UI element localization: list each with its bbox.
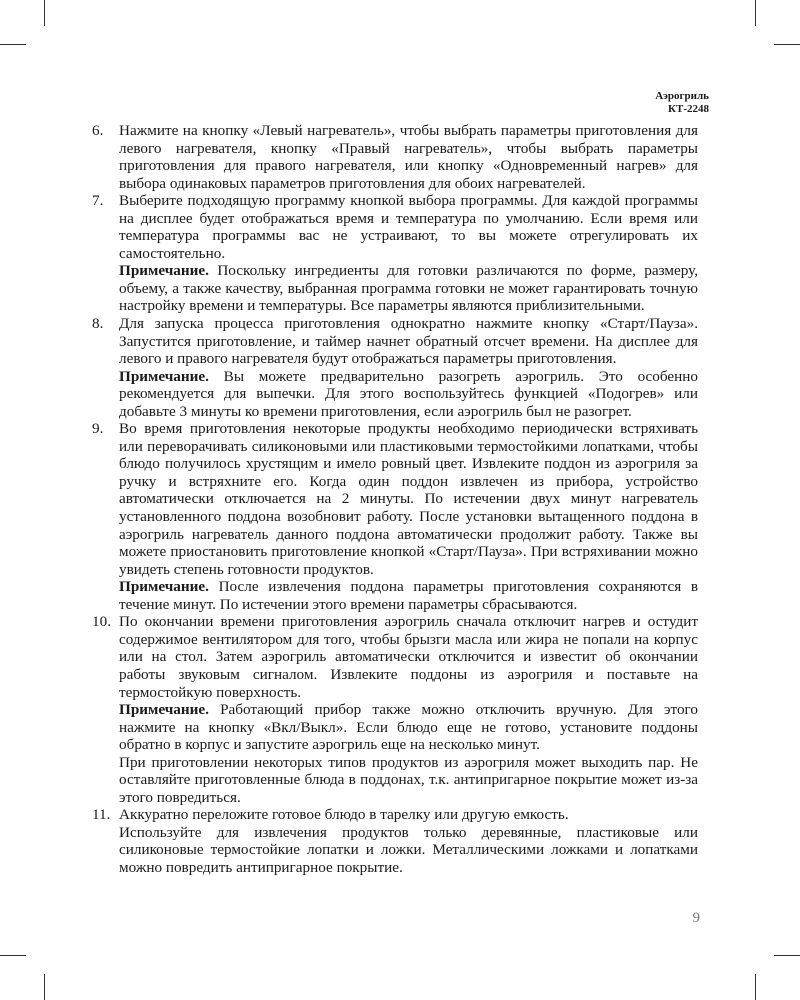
- note-paragraph: [119, 701, 698, 754]
- note-label: Примечание.: [119, 578, 209, 596]
- item-number: 11.: [92, 806, 111, 824]
- instruction-list: [92, 122, 698, 877]
- paragraph: [119, 754, 698, 807]
- paragraph-text: Работающий прибор также можно отключить вручную. Для этого нажмите на кнопку «Вкл/Выкл». Если блюдо еще не готово, установите поддоны обратно в корпус и запустите аэрогриль еще на несколько минут.: [119, 701, 698, 754]
- paragraph-text: Во время приготовления некоторые продукты необходимо периодически встряхивать или переворачивать силиконовыми или пластиковыми термостойкими лопатками, чтобы блюдо получилось хрустящим и имело ровный цвет. Извлеките поддон из аэрогриля за ручку и встряхните его. Когда один поддон извлечен из прибора, устройство автоматически отключается на 2 минуты. По истечении двух минут нагреватель установленного поддона возобновит работу. После установки вытащенного поддона в аэрогриль нагреватель данного поддона автоматически продолжит работу. Также вы можете приостановить приготовление кнопкой «Старт/Пауза». При встряхивании можно увидеть степень готовности продуктов.: [119, 420, 698, 578]
- item-body: [119, 806, 698, 876]
- crop-mark: [755, 974, 756, 1000]
- list-item: [92, 420, 698, 613]
- item-number: 10.: [92, 613, 111, 631]
- item-number: 6.: [92, 122, 104, 139]
- paragraph-text: При приготовлении некоторых типов продуктов из аэрогриля может выходить пар. Не оставляйте приготовленные блюда в поддонах, т.к. антипригарное покрытие может из-за этого повредиться.: [119, 753, 698, 806]
- list-item: [92, 613, 698, 806]
- item-number: 9.: [92, 420, 104, 438]
- page-number: 9: [692, 910, 700, 926]
- paragraph: [119, 613, 698, 701]
- paragraph-text: Используйте для извлечения продуктов только деревянные, пластиковые или силиконовые термостойкие лопатки и ложки. Металлическими ложками и лопатками можно повредить антипригарное покрытие.: [119, 823, 698, 876]
- crop-mark: [774, 44, 800, 45]
- note-label: Примечание.: [119, 701, 209, 719]
- list-item: [92, 315, 698, 420]
- crop-mark: [0, 955, 26, 956]
- crop-mark: [774, 955, 800, 956]
- paragraph: [119, 824, 698, 877]
- note-paragraph: [119, 368, 698, 421]
- list-item: [92, 192, 698, 315]
- paragraph: [119, 420, 698, 578]
- item-number: 8.: [92, 315, 104, 333]
- item-body: [119, 192, 698, 315]
- crop-mark: [44, 0, 45, 26]
- note-label: Примечание.: [119, 367, 209, 385]
- paragraph-text: Аккуратно переложите готовое блюдо в тарелку или другую емкость.: [119, 806, 569, 824]
- item-body: [119, 420, 698, 613]
- paragraph: [119, 806, 698, 824]
- list-item: [92, 806, 698, 876]
- item-body: [119, 613, 698, 806]
- running-header: [655, 90, 709, 116]
- paragraph-text: По окончании времени приготовления аэрогриль сначала отключит нагрев и остудит содержимое вентилятором для того, чтобы брызги масла или жира не попали на корпус или на стол. Затем аэрогриль автоматически отключится и известит об окончании работы звуковым сигналом. Извлеките поддоны из аэрогриля и поставьте на термостойкую поверхность.: [119, 613, 698, 701]
- paragraph-text: Вы можете предварительно разогреть аэрогриль. Это особенно рекомендуется для выпечки. Для этого воспользуйтесь функцией «Подогрев» или добавьте 3 минуты ко времени приготовления, если аэрогриль был не разогрет.: [119, 367, 698, 420]
- paragraph-text: После извлечения поддона параметры приготовления сохраняются в течение минут. По истечении этого времени параметры сбрасываются.: [119, 578, 698, 613]
- header-title: Аэрогриль: [655, 90, 709, 102]
- header-model: КТ-2248: [668, 103, 709, 115]
- crop-mark: [0, 44, 26, 45]
- paragraph: [119, 122, 698, 192]
- item-number: 7.: [92, 192, 104, 210]
- paragraph-text: Выберите подходящую программу кнопкой выбора программы. Для каждой программы на дисплее будет отображаться время и температура по умолчанию. Если время или температура программы вас не устраивают, то вы можете отрегулировать их самостоятельно.: [119, 192, 698, 262]
- paragraph-text: Поскольку ингредиенты для готовки различаются по форме, размеру, объему, а также качеству, выбранная программа готовки не может гарантировать точную настройку времени и температуры. Все параметры являются приблизительными.: [119, 262, 698, 315]
- paragraph-text: Нажмите на кнопку «Левый нагреватель», чтобы выбрать параметры приготовления для левого нагревателя, кнопку «Правый нагреватель», чтобы выбрать параметры приготовления для правого нагревателя, или кнопку «Одновременный нагрев» для выбора одинаковых параметров приготовления для обоих нагревателей.: [119, 122, 698, 192]
- note-paragraph: [119, 578, 698, 613]
- item-body: [119, 122, 698, 192]
- note-paragraph: [119, 262, 698, 315]
- paragraph: [119, 315, 698, 368]
- paragraph-text: Для запуска процесса приготовления однократно нажмите кнопку «Старт/Пауза». Запустится приготовление, и таймер начнет обратный отсчет времени. На дисплее для левого и правого нагревателя будут отображаться параметры приготовления.: [119, 315, 698, 368]
- note-label: Примечание.: [119, 262, 209, 280]
- list-item: [92, 122, 698, 192]
- paragraph: [119, 192, 698, 262]
- crop-mark: [44, 974, 45, 1000]
- item-body: [119, 315, 698, 420]
- crop-mark: [755, 0, 756, 26]
